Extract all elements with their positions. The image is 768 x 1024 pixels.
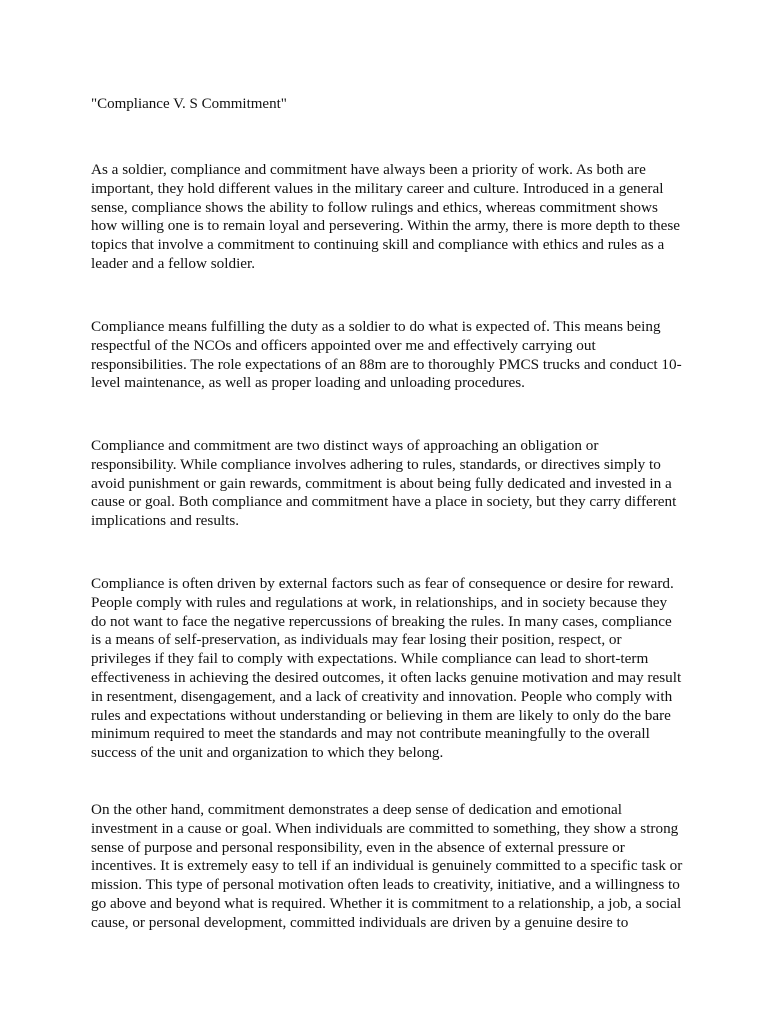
paragraph-line: is a means of self-preservation, as individuals may fear losing their position, respect, or (91, 631, 622, 649)
paragraph-line: implications and results. (91, 512, 240, 530)
paragraph-line: cause, or personal development, committed individuals are driven by a genuine desire to (91, 913, 629, 931)
document-title: "Compliance V. S Commitment" (91, 96, 287, 112)
paragraph-commitment (91, 801, 691, 933)
paragraph-line: minimum required to meet the standards and may not contribute meaningfully to the overall (91, 725, 650, 743)
paragraph-intro (91, 161, 691, 274)
paragraph-line: Compliance and commitment are two distinct ways of approaching an obligation or (91, 437, 599, 454)
paragraph-line: success of the unit and organization to which they belong. (91, 744, 444, 762)
paragraph-compliance-definition (91, 318, 691, 393)
paragraph-line: cause or goal. Both compliance and commitment have a place in society, but they carry different (91, 493, 677, 511)
paragraph-line: sense, compliance shows the ability to follow rulings and ethics, whereas commitment shows (91, 198, 658, 216)
paragraph-line: do not want to face the negative repercussions of breaking the rules. In many cases, compliance (91, 612, 672, 630)
paragraph-distinction (91, 437, 691, 531)
paragraph-line: investment in a cause or goal. When individuals are committed to something, they show a strong (91, 819, 679, 837)
paragraph-line: how willing one is to remain loyal and persevering. Within the army, there is more depth to these (91, 217, 681, 235)
paragraph-line: incentives. It is extremely easy to tell if an individual is genuinely committed to a specific task or (91, 857, 683, 875)
paragraph-line: As a soldier, compliance and commitment have always been a priority of work. As both are (91, 161, 646, 178)
paragraph-line: leader and a fellow soldier. (91, 254, 256, 272)
paragraph-compliance-drivers (91, 575, 691, 763)
paragraph-line: privileges if they fail to comply with expectations. While compliance can lead to short-term (91, 650, 649, 668)
paragraph-line: sense of purpose and personal responsibility, even in the absence of external pressure or (91, 838, 625, 856)
paragraph-line: responsibilities. The role expectations of an 88m are to thoroughly PMCS trucks and conduct 10- (91, 355, 682, 373)
paragraph-line: level maintenance, as well as proper loading and unloading procedures. (91, 374, 525, 392)
paragraph-line: Compliance means fulfilling the duty as a soldier to do what is expected of. This means being (91, 318, 661, 335)
paragraph-line: mission. This type of personal motivation often leads to creativity, initiative, and a willingness to (91, 876, 680, 894)
paragraph-line: rules and expectations without understanding or believing in them are likely to only do the bare (91, 706, 671, 724)
paragraph-line: topics that involve a commitment to continuing skill and compliance with ethics and rules as a (91, 236, 665, 254)
paragraph-line: Compliance is often driven by external factors such as fear of consequence or desire for reward. (91, 575, 674, 592)
paragraph-line: effectiveness in achieving the desired outcomes, it often lacks genuine motivation and may result (91, 668, 682, 686)
paragraph-line: On the other hand, commitment demonstrates a deep sense of dedication and emotional (91, 801, 622, 818)
paragraph-line: in resentment, disengagement, and a lack of creativity and innovation. People who comply with (91, 687, 673, 705)
paragraph-line: People comply with rules and regulations at work, in relationships, and in society because they (91, 593, 668, 611)
paragraph-line: avoid punishment or gain rewards, commitment is about being fully dedicated and invested in a (91, 474, 672, 492)
paragraph-line: responsibility. While compliance involves adhering to rules, standards, or directives simply to (91, 455, 661, 473)
paragraph-line: go above and beyond what is required. Whether it is commitment to a relationship, a job, a social (91, 894, 682, 912)
paragraph-line: important, they hold different values in the military career and culture. Introduced in a general (91, 179, 664, 197)
paragraph-line: respectful of the NCOs and officers appointed over me and effectively carrying out (91, 336, 596, 354)
